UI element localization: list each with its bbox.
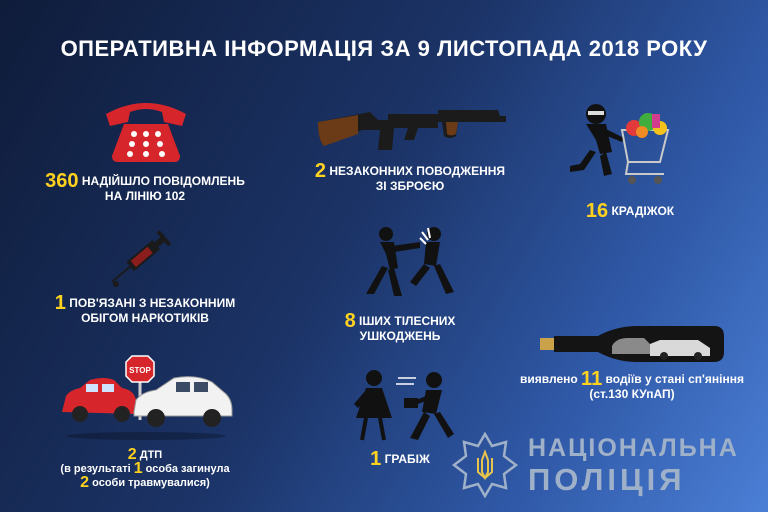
accidents-killed-number: 1 [133,460,143,477]
drugs-stat [30,292,260,326]
robbery-text: ГРАБІЖ [384,452,430,466]
police-badge-icon [452,432,518,498]
robbery-number: 1 [370,448,382,470]
drunk-prefix: виявлено [520,372,578,386]
injuries-number: 8 [344,310,356,332]
drunk-number: 11 [581,368,603,390]
thief-cart-icon [556,100,676,196]
drugs-text-line1: ПОВ'ЯЗАНІ З НЕЗАКОННИМ [69,296,236,310]
syringe-icon [108,222,180,288]
logo-line1: НАЦІОНАЛЬНА [528,434,739,462]
injuries-text-line1: ІШИХ ТІЛЕСНИХ [359,314,456,328]
logo-line2: ПОЛІЦІЯ [528,462,686,497]
drunk-stat [502,368,762,402]
fight-icon [362,224,458,300]
calls-number: 360 [45,170,79,192]
drugs-text-line2: ОБІГОМ НАРКОТИКІВ [81,311,209,325]
accidents-injured-number: 2 [80,474,90,491]
weapons-number: 2 [314,160,327,182]
robbery-stat [340,448,460,470]
phone-icon [100,92,192,164]
calls-text-line1: НАДІЙШЛО ПОВІДОМЛЕНЬ [81,174,245,188]
weapons-text-line2: ЗІ ЗБРОЄЮ [375,179,445,193]
accidents-text: ДТП [139,449,163,461]
car-crash-icon [56,352,234,444]
drunk-text-line1: водіїв у стані сп'яніння [605,372,744,386]
weapons-stat [290,160,530,194]
robbery-icon [352,368,456,444]
thefts-number: 16 [585,200,609,222]
bottle-icon [538,322,726,366]
drunk-text-line2: (ст.130 КУпАП) [589,387,675,401]
accidents-injured-text: особи травмувалися) [92,477,210,489]
accidents-number: 2 [127,446,137,463]
weapons-text-line1: НЕЗАКОННИХ ПОВОДЖЕННЯ [329,164,506,178]
drugs-number: 1 [54,292,66,314]
calls-stat [30,170,260,204]
thefts-text: КРАДІЖОК [611,204,675,218]
accidents-detail-prefix: (в результаті [60,463,131,475]
injuries-stat [310,310,490,344]
thefts-stat [530,200,730,222]
gun-icon [318,100,508,152]
page-title: ОПЕРАТИВНА ІНФОРМАЦІЯ ЗА 9 ЛИСТОПАДА 2018 РОКУ [60,36,708,61]
calls-text-line2: НА ЛІНІЮ 102 [104,189,186,203]
accidents-stat [40,448,250,490]
accidents-killed-text: особа загинула [145,463,230,475]
injuries-text-line2: УШКОДЖЕНЬ [359,329,441,343]
stop-sign-label: STOP [129,366,151,375]
